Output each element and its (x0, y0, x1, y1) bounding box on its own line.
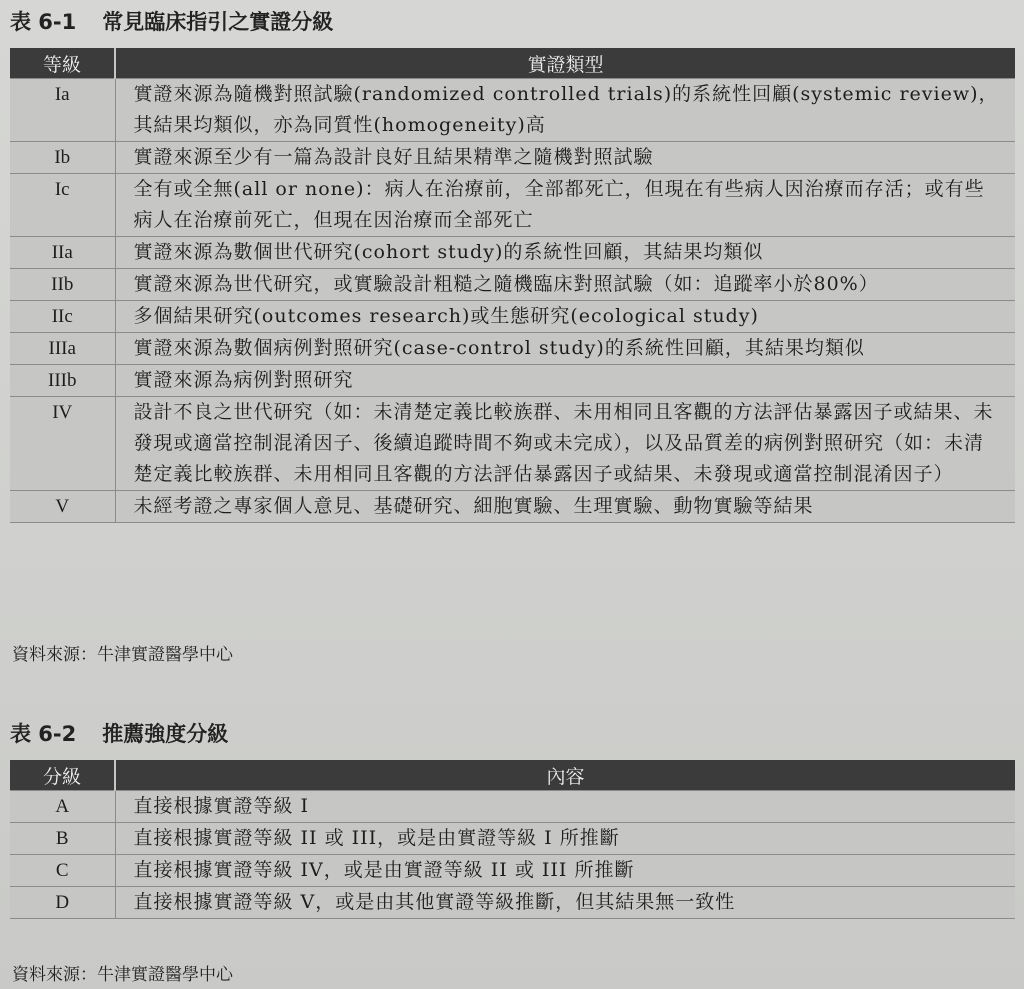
table-row (10, 79, 1015, 142)
row-level: Ic (10, 174, 115, 237)
row-text: 直接根據實證等級 IV，或是由實證等級 II 或 III 所推斷 (115, 855, 1015, 887)
row-text: 未經考證之專家個人意見、基礎研究、細胞實驗、生理實驗、動物實驗等結果 (115, 491, 1015, 523)
table2-caption-title: 推薦強度分級 (102, 722, 229, 746)
table-row (10, 237, 1015, 269)
table-row (10, 887, 1015, 919)
row-grade: A (10, 791, 115, 823)
table-row (10, 142, 1015, 174)
table-row (10, 365, 1015, 397)
table-row (10, 823, 1015, 855)
header-content: 內容 (115, 760, 1015, 791)
row-text: 實證來源為數個病例對照研究(case-control study)的系統性回顧，其結果均類似 (115, 333, 1015, 365)
table-row (10, 855, 1015, 887)
table-header-row (10, 48, 1015, 79)
row-text: 直接根據實證等級 II 或 III，或是由實證等級 I 所推斷 (115, 823, 1015, 855)
header-level: 等級 (10, 48, 115, 79)
table-row (10, 791, 1015, 823)
row-text: 直接根據實證等級 I (115, 791, 1015, 823)
row-text: 實證來源為病例對照研究 (115, 365, 1015, 397)
evidence-level-table (10, 48, 1015, 523)
row-level: IIb (10, 269, 115, 301)
row-level: Ib (10, 142, 115, 174)
row-text: 設計不良之世代研究（如：未清楚定義比較族群、未用相同且客觀的方法評估暴露因子或結果、未發現或適當控制混淆因子、後續追蹤時間不夠或未完成），以及品質差的病例對照研究（如：未清楚定義比較族群、未用相同且客觀的方法評估暴露因子或結果、未發現或適當控制混淆因子） (115, 397, 1015, 491)
table1-caption-number: 表 6-1 (10, 10, 77, 34)
row-grade: D (10, 887, 115, 919)
recommendation-strength-table (10, 760, 1015, 919)
row-text: 實證來源為世代研究，或實驗設計粗糙之隨機臨床對照試驗（如：追蹤率小於80%） (115, 269, 1015, 301)
row-text: 實證來源為隨機對照試驗(randomized controlled trials)的系統性回顧(systemic review)，其結果均類似，亦為同質性(homogeneity)高 (115, 79, 1015, 142)
row-text: 實證來源至少有一篇為設計良好且結果精準之隨機對照試驗 (115, 142, 1015, 174)
table-row (10, 301, 1015, 333)
row-grade: C (10, 855, 115, 887)
table-row (10, 269, 1015, 301)
table-row (10, 333, 1015, 365)
row-text: 實證來源為數個世代研究(cohort study)的系統性回顧，其結果均類似 (115, 237, 1015, 269)
table-row (10, 397, 1015, 491)
table2-source: 資料來源：牛津實證醫學中心 (12, 965, 233, 985)
row-level: IIIb (10, 365, 115, 397)
table2-caption-number: 表 6-2 (10, 722, 77, 746)
table2-caption (10, 718, 228, 748)
row-level: Ia (10, 79, 115, 142)
row-text: 全有或全無(all or none)：病人在治療前，全部都死亡，但現在有些病人因治療而存活；或有些病人在治療前死亡，但現在因治療而全部死亡 (115, 174, 1015, 237)
table1-caption-title: 常見臨床指引之實證分級 (102, 10, 334, 34)
row-level: IIa (10, 237, 115, 269)
table1-caption (10, 6, 333, 36)
row-text: 多個結果研究(outcomes research)或生態研究(ecological study) (115, 301, 1015, 333)
row-level: IIIa (10, 333, 115, 365)
row-level: IV (10, 397, 115, 491)
table-header-row (10, 760, 1015, 791)
table-row (10, 174, 1015, 237)
row-text: 直接根據實證等級 V，或是由其他實證等級推斷，但其結果無一致性 (115, 887, 1015, 919)
header-evidence-type: 實證類型 (115, 48, 1015, 79)
header-grade: 分級 (10, 760, 115, 791)
row-level: IIc (10, 301, 115, 333)
row-grade: B (10, 823, 115, 855)
row-level: V (10, 491, 115, 523)
table-row (10, 491, 1015, 523)
table1-source: 資料來源：牛津實證醫學中心 (12, 645, 233, 665)
